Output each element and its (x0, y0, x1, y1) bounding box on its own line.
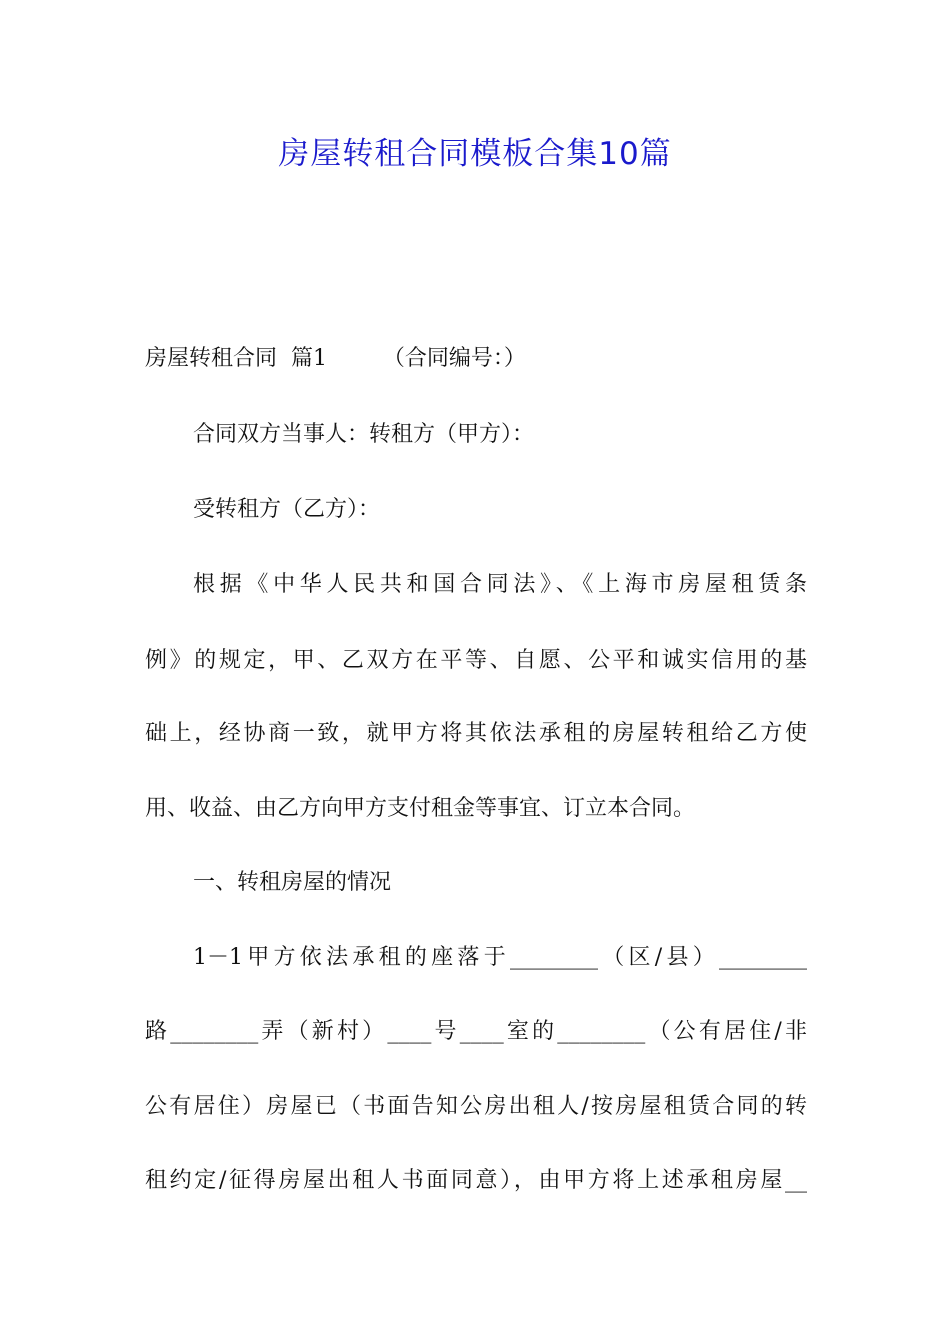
document-title: 房屋转租合同模板合集10篇 (278, 136, 672, 172)
preamble-line-4: 用、收益、由乙方向甲方支付租金等事宜、订立本合同。 (145, 796, 696, 821)
party-b-line: 受转租方（乙方）： (193, 497, 381, 522)
clause-1-1-line-1: 1－1甲方依法承租的座落于________（区/县）________ (193, 945, 807, 970)
preamble-line-1: 根据《中华人民共和国合同法》、《上海市房屋租赁条 (193, 572, 807, 597)
party-a-line: 合同双方当事人：转租方（甲方）： (193, 422, 535, 447)
clause-1-1-line-3: 公有居住）房屋已（书面告知公房出租人/按房屋租赁合同的转 (145, 1094, 807, 1119)
contract-heading: 房屋转租合同 篇1 （合同编号：） (145, 346, 526, 371)
preamble-line-2: 例》的规定，甲、乙双方在平等、自愿、公平和诚实信用的基 (145, 648, 807, 673)
clause-1-1-line-2: 路________弄（新村）____号____室的________（公有居住/非 (145, 1019, 807, 1044)
section-1-title: 一、转租房屋的情况 (193, 870, 392, 895)
preamble-line-3: 础上，经协商一致，就甲方将其依法承租的房屋转租给乙方使 (145, 721, 807, 746)
clause-1-1-line-4: 租约定/征得房屋出租人书面同意），由甲方将上述承租房屋__ (145, 1168, 807, 1193)
